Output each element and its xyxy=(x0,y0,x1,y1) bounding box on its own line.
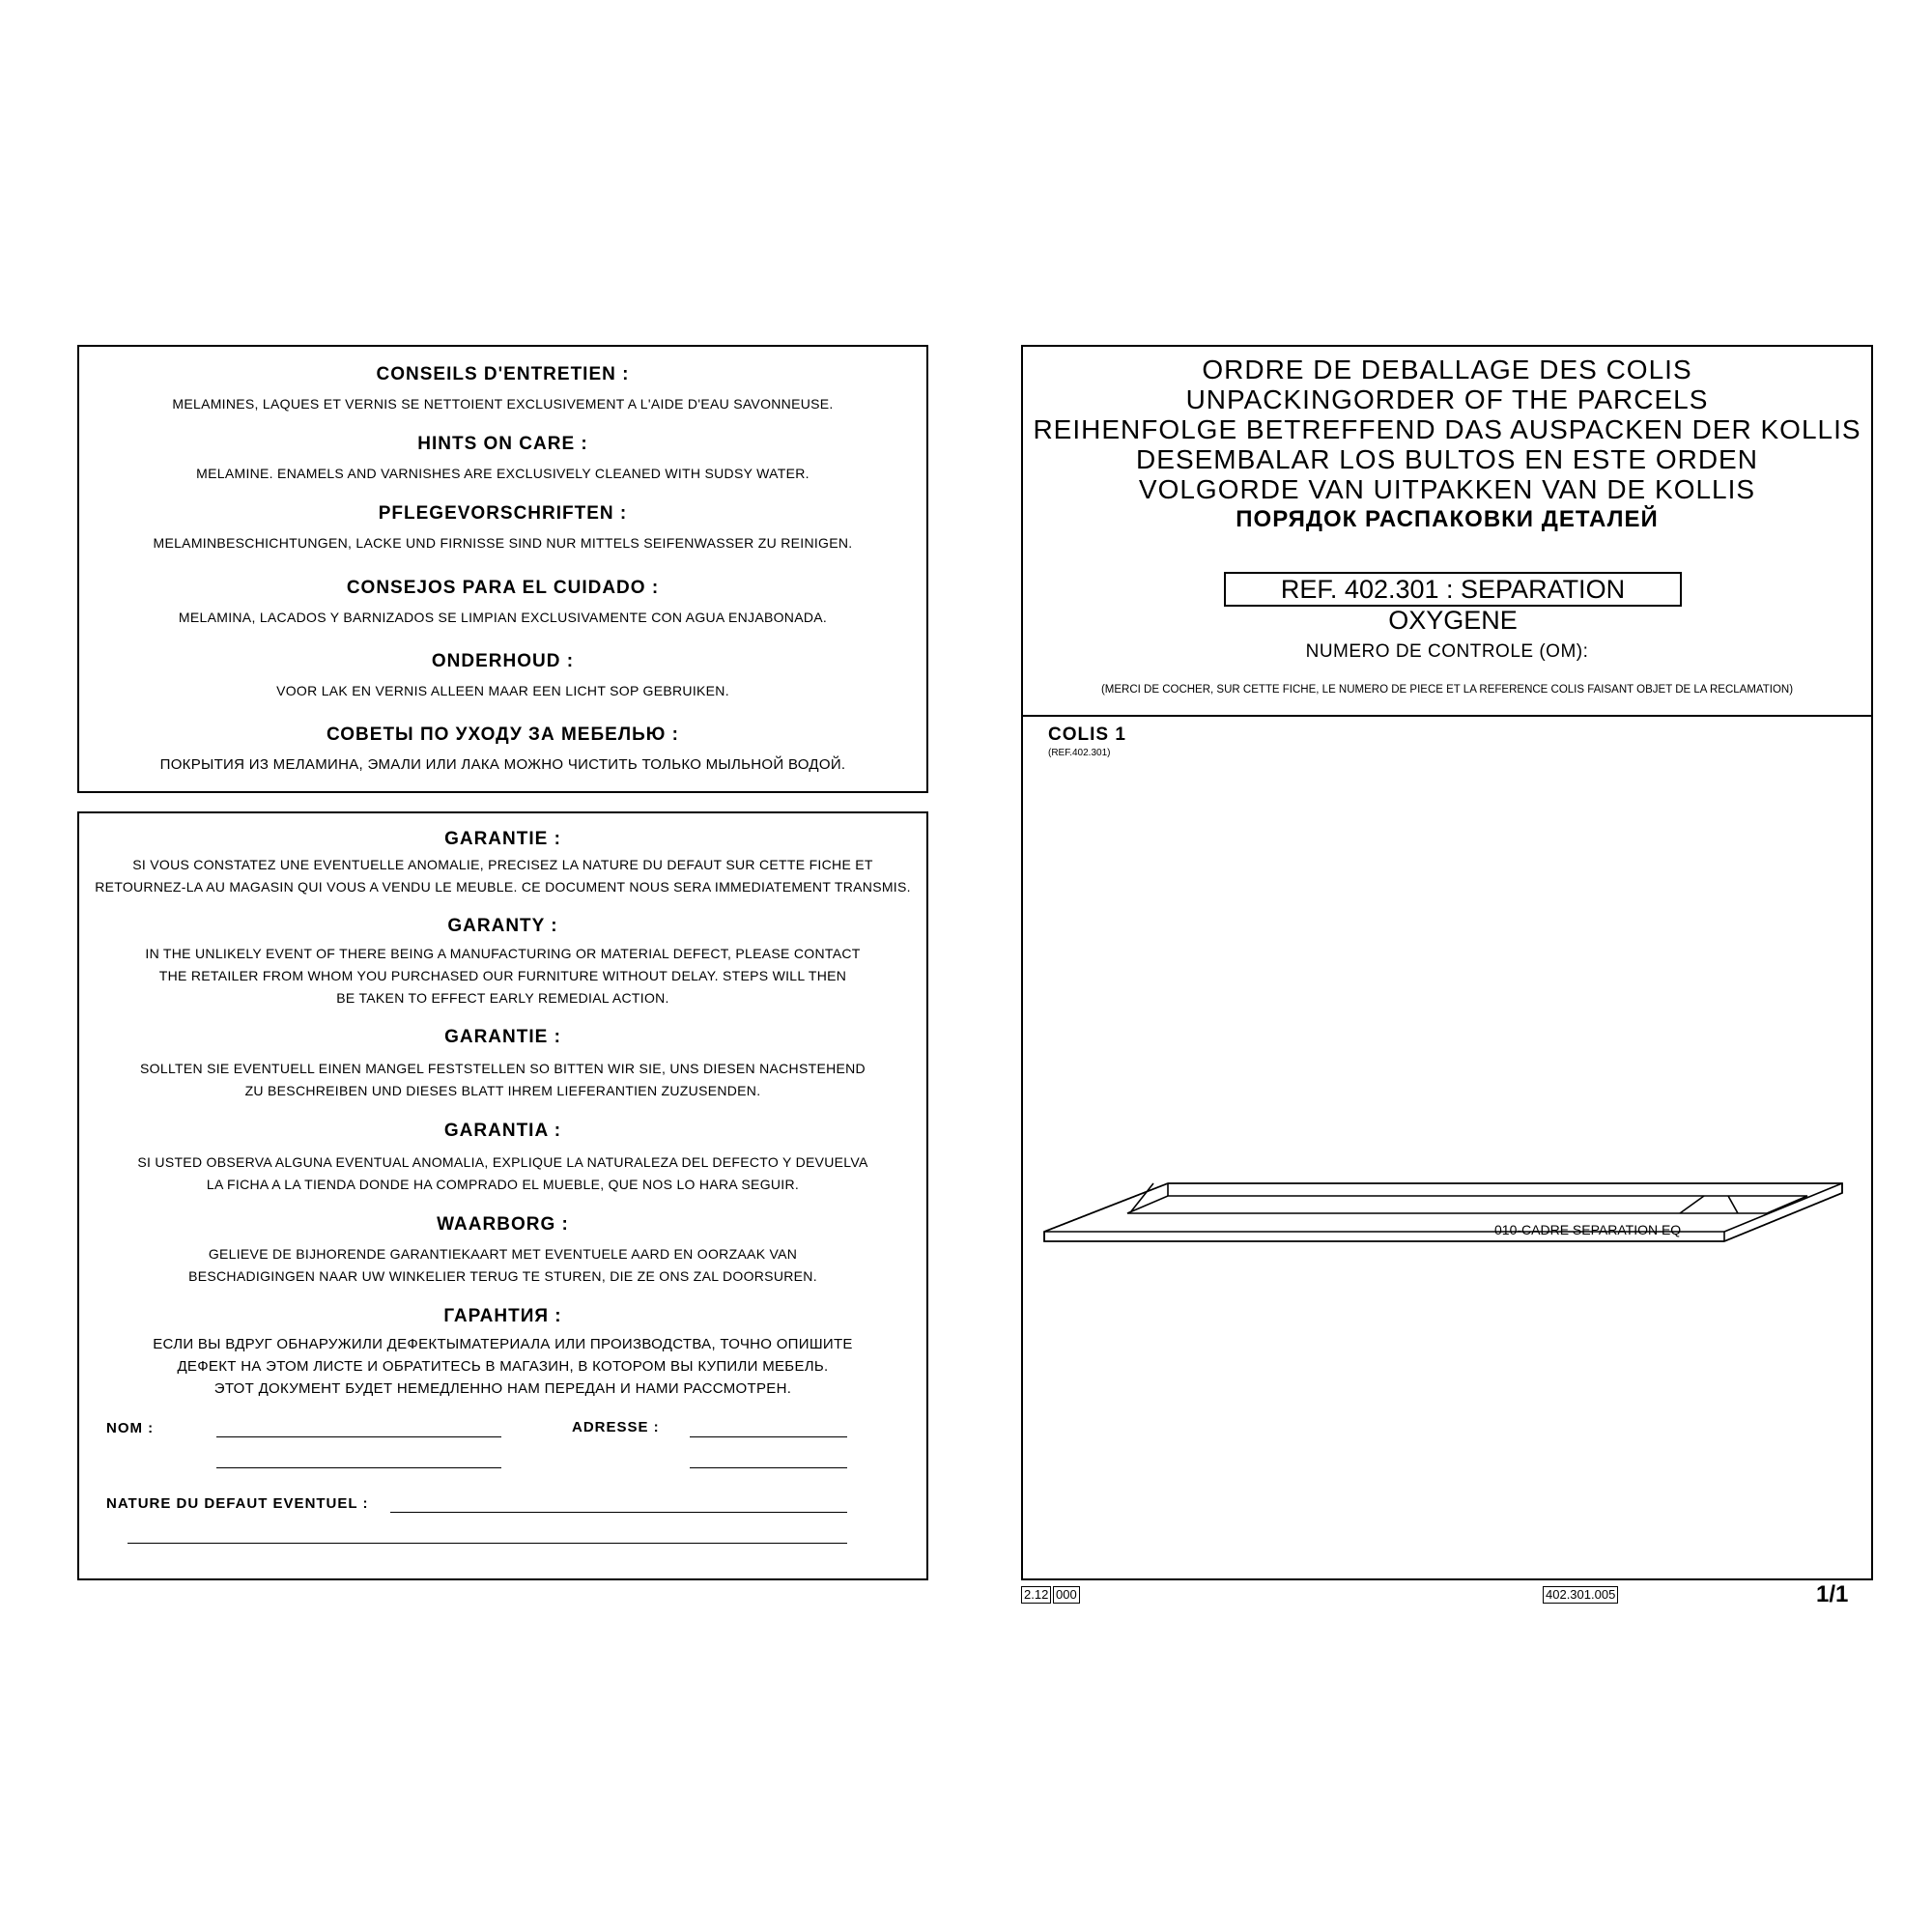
order-title: UNPACKINGORDER OF THE PARCELS xyxy=(1185,384,1709,414)
care-heading: СОВЕТЫ ПО УХОДУ ЗА МЕБЕЛЬЮ : xyxy=(327,724,679,745)
care-heading: PFLEGEVORSCHRIFTEN : xyxy=(378,503,628,524)
warranty-section-en xyxy=(79,916,926,1009)
claim-note: (MERCI DE COCHER, SUR CETTE FICHE, LE NUMERO DE PIECE ET LA REFERENCE COLIS FAISANT OBJET DE LA RECLAMATION) xyxy=(1100,684,1794,696)
order-title: VOLGORDE VAN UITPAKKEN VAN DE KOLLIS xyxy=(1138,474,1756,504)
warranty-panel xyxy=(77,811,928,1580)
nature-label: NATURE DU DEFAUT EVENTUEL : xyxy=(106,1495,369,1512)
care-section-fr xyxy=(79,364,926,415)
care-section-de xyxy=(79,503,926,554)
order-title: DESEMBALAR LOS BULTOS EN ESTE ORDEN xyxy=(1136,444,1758,474)
frame-part-drawing xyxy=(1023,1178,1873,1293)
nature-field-line-2[interactable] xyxy=(128,1543,847,1544)
care-text: MELAMINBESCHICHTUNGEN, LACKE UND FIRNISSE SIND NUR MITTELS SEIFENWASSER ZU REINIGEN. xyxy=(153,535,853,551)
warranty-line: IN THE UNLIKELY EVENT OF THERE BEING A MANUFACTURING OR MATERIAL DEFECT, PLEASE CONTACT xyxy=(145,946,861,961)
warranty-line: BE TAKEN TO EFFECT EARLY REMEDIAL ACTION. xyxy=(336,990,669,1006)
nom-field-line-2[interactable] xyxy=(216,1467,501,1468)
care-text: MELAMINES, LAQUES ET VERNIS SE NETTOIENT EXCLUSIVEMENT A L'AIDE D'EAU SAVONNEUSE. xyxy=(172,396,834,412)
colis-label: COLIS 1 xyxy=(1048,724,1126,745)
warranty-heading: WAARBORG : xyxy=(437,1214,569,1235)
colis-reference: (REF.402.301) xyxy=(1048,748,1111,758)
adresse-label: ADRESSE : xyxy=(572,1419,660,1435)
nom-field-line-1[interactable] xyxy=(216,1436,501,1437)
warranty-section-nl xyxy=(79,1214,926,1288)
part-label: 010-CADRE SEPARATION EQ xyxy=(1494,1222,1682,1237)
warranty-section-ru xyxy=(79,1306,926,1400)
warranty-line: SI USTED OBSERVA ALGUNA EVENTUAL ANOMALIA, EXPLIQUE LA NATURALEZA DEL DEFECTO Y DEVUELVA xyxy=(137,1154,868,1170)
care-text: MELAMINE. ENAMELS AND VARNISHES ARE EXCLUSIVELY CLEANED WITH SUDSY WATER. xyxy=(196,466,810,481)
care-advice-panel xyxy=(77,345,928,793)
adresse-field-line-2[interactable] xyxy=(690,1467,847,1468)
page-number: 1/1 xyxy=(1816,1581,1849,1607)
warranty-line: GELIEVE DE BIJHORENDE GARANTIEKAART MET EVENTUELE AARD EN OORZAAK VAN xyxy=(208,1246,798,1262)
care-text: VOOR LAK EN VERNIS ALLEEN MAAR EEN LICHT SOP GEBRUIKEN. xyxy=(276,683,729,698)
nature-field-line-1[interactable] xyxy=(390,1512,847,1513)
adresse-field-line-1[interactable] xyxy=(690,1436,847,1437)
warranty-heading: GARANTY : xyxy=(447,916,558,936)
warranty-line: SOLLTEN SIE EVENTUELL EINEN MANGEL FESTSTELLEN SO BITTEN WIR SIE, UNS DIESEN NACHSTEHEND xyxy=(140,1061,866,1076)
warranty-heading: GARANTIE : xyxy=(444,1027,561,1047)
care-heading: ONDERHOUD : xyxy=(431,651,575,671)
warranty-heading: ГАРАНТИЯ : xyxy=(443,1306,562,1326)
version-tag-a: 2.12 xyxy=(1021,1586,1051,1604)
order-titles xyxy=(1023,355,1871,534)
version-tag-b: 000 xyxy=(1053,1586,1080,1604)
nom-label: NOM : xyxy=(106,1420,155,1436)
warranty-heading: GARANTIA : xyxy=(443,1121,562,1141)
warranty-line: ЭТОТ ДОКУМЕНТ БУДЕТ НЕМЕДЛЕННО НАМ ПЕРЕДАН И НАМИ РАССМОТРЕН. xyxy=(213,1380,792,1397)
warranty-line: THE RETAILER FROM WHOM YOU PURCHASED OUR FURNITURE WITHOUT DELAY. STEPS WILL THEN xyxy=(158,968,847,983)
warranty-line: RETOURNEZ-LA AU MAGASIN QUI VOUS A VENDU LE MEUBLE. CE DOCUMENT NOUS SERA IMMEDIATEMENT TRANSMIS. xyxy=(95,879,911,895)
panel-divider xyxy=(1023,715,1871,717)
document-code: 402.301.005 xyxy=(1543,1586,1618,1604)
care-section-nl xyxy=(79,651,926,702)
warranty-line: ДЕФЕКТ НА ЭТОМ ЛИСТЕ И ОБРАТИТЕСЬ В МАГАЗИН, В КОТОРОМ ВЫ КУПИЛИ МЕБЕЛЬ. xyxy=(177,1358,829,1375)
order-title: ORDRE DE DEBALLAGE DES COLIS xyxy=(1202,355,1692,384)
order-title: ПОРЯДОК РАСПАКОВКИ ДЕТАЛЕЙ xyxy=(1236,506,1659,532)
unpacking-order-panel xyxy=(1021,345,1873,1580)
warranty-line: SI VOUS CONSTATEZ UNE EVENTUELLE ANOMALIE, PRECISEZ LA NATURE DU DEFAUT SUR CETTE FICHE ET xyxy=(132,857,873,872)
warranty-line: ЕСЛИ ВЫ ВДРУГ ОБНАРУЖИЛИ ДЕФЕКТЫМАТЕРИАЛА ИЛИ ПРОИЗВОДСТВА, ТОЧНО ОПИШИТЕ xyxy=(153,1336,853,1352)
care-text: ПОКРЫТИЯ ИЗ МЕЛАМИНА, ЭМАЛИ ИЛИ ЛАКА МОЖНО ЧИСТИТЬ ТОЛЬКО МЫЛЬНОЙ ВОДОЙ. xyxy=(159,756,846,773)
care-section-ru xyxy=(79,724,926,776)
order-title: REIHENFOLGE BETREFFEND DAS AUSPACKEN DER KOLLIS xyxy=(1033,414,1861,444)
warranty-section-es xyxy=(79,1121,926,1196)
care-heading: CONSEJOS PARA EL CUIDADO : xyxy=(346,578,660,598)
reference-box: REF. 402.301 : SEPARATION OXYGENE xyxy=(1224,572,1682,607)
control-number-label: NUMERO DE CONTROLE (OM): xyxy=(1305,641,1589,662)
warranty-section-de xyxy=(79,1027,926,1102)
care-heading: HINTS ON CARE : xyxy=(417,434,588,454)
warranty-line: ZU BESCHREIBEN UND DIESES BLATT IHREM LIEFERANTIEN ZUZUSENDEN. xyxy=(244,1083,761,1098)
care-section-es xyxy=(79,578,926,629)
warranty-line: BESCHADIGINGEN NAAR UW WINKELIER TERUG TE STUREN, DIE ZE ONS ZAL DOORSUREN. xyxy=(188,1268,817,1284)
care-section-en xyxy=(79,434,926,485)
warranty-line: LA FICHA A LA TIENDA DONDE HA COMPRADO EL MUEBLE, QUE NOS LO HARA SEGUIR. xyxy=(206,1177,800,1192)
care-heading: CONSEILS D'ENTRETIEN : xyxy=(376,364,630,384)
warranty-section-fr xyxy=(79,829,926,898)
warranty-heading: GARANTIE : xyxy=(444,829,561,849)
care-text: MELAMINA, LACADOS Y BARNIZADOS SE LIMPIAN EXCLUSIVAMENTE CON AGUA ENJABONADA. xyxy=(178,610,828,625)
